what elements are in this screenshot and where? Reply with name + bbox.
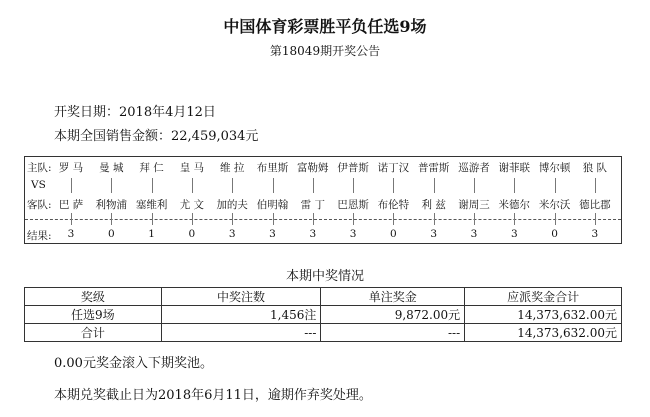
result-divider <box>71 213 72 225</box>
match-table <box>24 156 622 244</box>
draw-date: 开奖日期：2018年4月12日 <box>54 105 216 120</box>
match-result: 0 <box>390 228 397 240</box>
result-divider <box>393 213 394 225</box>
total-prize: 14,373,632.00元 <box>465 306 622 324</box>
away-team: 雷 丁 <box>300 199 325 211</box>
column-header: 单注奖金 <box>321 288 465 306</box>
sales-amount: 本期全国销售金额：22,459,034元 <box>54 129 259 144</box>
vs-divider <box>393 178 394 193</box>
vs-divider <box>273 178 274 193</box>
result-divider <box>232 213 233 225</box>
vs-divider <box>192 178 193 193</box>
away-team: 利物浦 <box>95 199 128 211</box>
away-team: 谢周三 <box>458 199 490 211</box>
home-team: 谢菲联 <box>498 162 531 174</box>
match-result: 3 <box>470 228 478 240</box>
vs-divider <box>313 178 314 193</box>
home-team: 诺丁汉 <box>377 162 410 174</box>
match-result: 3 <box>269 228 276 240</box>
match-result: 3 <box>591 228 599 240</box>
result-row-label: 结果: <box>27 230 52 242</box>
vs-divider <box>434 178 435 193</box>
single-prize: --- <box>321 324 465 342</box>
away-team: 巴 萨 <box>58 199 84 211</box>
result-divider <box>514 213 515 225</box>
vs-divider <box>353 178 354 193</box>
match-result: 0 <box>188 228 196 240</box>
match-result: 3 <box>510 228 518 240</box>
away-team: 德比郡 <box>579 199 611 211</box>
vs-label: VS <box>31 179 46 191</box>
result-divider <box>595 213 596 225</box>
vs-divider <box>232 178 233 193</box>
home-team: 巡游者 <box>458 162 490 174</box>
prize-header-row <box>25 288 622 306</box>
home-row-label: 主队: <box>27 162 52 174</box>
total-prize: 14,373,632.00元 <box>465 324 622 342</box>
away-team: 加的夫 <box>216 199 248 211</box>
home-team: 伊普斯 <box>337 162 369 174</box>
prize-table <box>24 287 622 342</box>
away-team: 米德尔 <box>498 199 531 211</box>
match-result: 0 <box>551 228 558 240</box>
match-result: 3 <box>67 228 75 240</box>
home-team: 狼 队 <box>582 162 608 174</box>
vs-divider <box>111 178 112 193</box>
prize-heading: 本期中奖情况 <box>285 269 364 284</box>
away-row-label: 客队: <box>27 199 52 211</box>
away-team: 布伦特 <box>377 199 410 211</box>
result-divider <box>152 213 153 225</box>
vs-divider <box>595 178 596 193</box>
home-team: 富勒姆 <box>297 162 329 174</box>
home-team: 皇 马 <box>179 162 205 174</box>
single-prize: 9,872.00元 <box>321 306 465 324</box>
home-team: 布里斯 <box>256 162 289 174</box>
match-result: 3 <box>349 228 357 240</box>
result-divider <box>474 213 475 225</box>
deadline-note: 本期兑奖截止日为2018年6月11日，逾期作弃奖处理。 <box>54 388 372 403</box>
home-team: 博尔顿 <box>538 162 571 174</box>
match-result: 3 <box>228 228 236 240</box>
vs-divider <box>514 178 515 193</box>
away-team: 米尔沃 <box>538 199 571 211</box>
home-team: 普雷斯 <box>417 162 450 174</box>
home-team: 罗 马 <box>58 162 84 174</box>
winner-count: --- <box>161 324 321 342</box>
vs-divider <box>474 178 475 193</box>
column-header: 奖级 <box>25 288 162 306</box>
rollover-note: 0.00元奖金滚入下期奖池。 <box>54 356 213 371</box>
winner-count: 1,456注 <box>161 306 321 324</box>
result-divider <box>111 213 112 225</box>
table-row <box>25 306 622 324</box>
issue-subtitle: 第18049期开奖公告 <box>269 44 381 58</box>
table-row <box>25 324 622 342</box>
result-divider <box>313 213 314 225</box>
column-header: 中奖注数 <box>161 288 321 306</box>
page-title: 中国体育彩票胜平负任选9场 <box>223 17 427 36</box>
vs-divider <box>71 178 72 193</box>
vs-divider <box>152 178 153 193</box>
match-result: 3 <box>430 228 438 240</box>
result-divider <box>273 213 274 225</box>
away-team: 伯明翰 <box>256 199 289 211</box>
result-divider <box>353 213 354 225</box>
prize-level: 合计 <box>25 324 162 342</box>
match-result: 3 <box>309 228 317 240</box>
match-result: 1 <box>148 228 155 240</box>
match-result: 0 <box>107 228 115 240</box>
home-team: 拜 仁 <box>139 162 164 174</box>
home-team: 曼 城 <box>99 162 124 174</box>
away-team: 利 兹 <box>421 199 446 211</box>
prize-level: 任选9场 <box>25 306 162 324</box>
result-divider <box>434 213 435 225</box>
away-team: 巴恩斯 <box>337 199 369 211</box>
result-separator <box>25 219 621 220</box>
result-divider <box>192 213 193 225</box>
away-team: 尤 文 <box>179 199 205 211</box>
home-team: 维 拉 <box>220 162 245 174</box>
away-team: 塞维利 <box>135 199 168 211</box>
vs-divider <box>555 178 556 193</box>
column-header: 应派奖金合计 <box>465 288 622 306</box>
result-divider <box>555 213 556 225</box>
